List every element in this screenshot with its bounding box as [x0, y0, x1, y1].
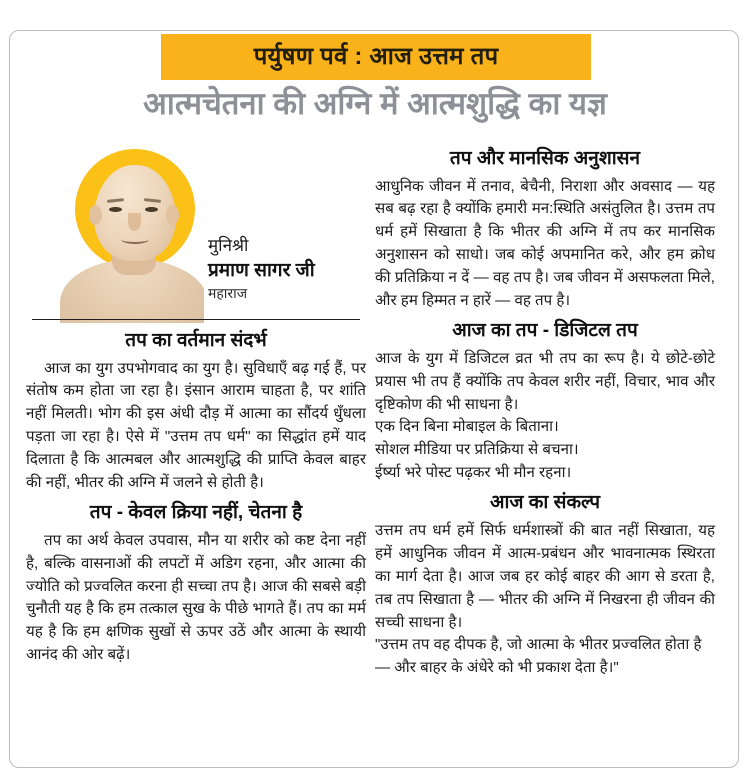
- portrait-ear-right: [166, 205, 179, 225]
- monk-portrait-illustration: [58, 155, 204, 323]
- section-heading: आज का संकल्प: [490, 492, 600, 514]
- section-heading: तप - केवल क्रिया नहीं, चेतना है: [89, 502, 303, 524]
- divider: [32, 319, 360, 320]
- section-body: उत्तम तप धर्म हमें सिर्फ धर्मशास्त्रों की बात नहीं सिखाता, यह हमें आधुनिक जीवन में आत्म-प्रबंधन और भावनात्मक स्थिरता का मार्ग देता है। आज जब हर कोई बाहर की आग से डरता है, तब तप सिखाता है — भीतर की अग्नि में निखरना ही जीवन की सच्ची साधना है।: [375, 521, 715, 631]
- list-item: एक दिन बिना मोबाइल के बिताना।: [375, 418, 559, 436]
- section-tap-ka-vartaman-sandarbh: [26, 327, 366, 495]
- section-tap-keval-kriya-nahi: [26, 499, 366, 667]
- section-body: तप का अर्थ केवल उपवास, मौन या शरीर को कष्ट देना नहीं है, बल्कि वासनाओं की लपटों में अडिग रहना, और आत्मा की ज्योति को प्रज्वलित करना ही सच्चा तप है। आज की सबसे बड़ी चुनौती यह है कि हम तत्काल सुख के पीछे भागते हैं। तप का मर्म यह है कि हम क्षणिक सुखों से ऊपर उठें और आत्मा के स्थायी आनंद की ओर बढ़ें।: [26, 531, 366, 664]
- list-item: सोशल मीडिया पर प्रतिक्रिया से बचना।: [375, 441, 579, 459]
- article-card: [9, 30, 739, 768]
- portrait-eye-right: [145, 207, 158, 212]
- section-heading: आज का तप - डिजिटल तप: [452, 320, 638, 342]
- author-name: प्रमाण सागर जी: [208, 259, 315, 281]
- section-aaj-ka-tap-digital-tap: [375, 317, 715, 485]
- author-photo: [32, 141, 204, 323]
- article-columns: [10, 141, 739, 768]
- section-body: आधुनिक जीवन में तनाव, बेचैनी, निराशा और अवसाद — यह सब बढ़ रहा है क्योंकि हमारी मन:स्थिति असंतुलित है। उत्तम तप धर्म हमें सिखाता है कि भीतर की अग्नि में तप कर मानसिक अनुशासन को साधो। जब कोई अपमानित करे, और हम क्रोध की प्रतिक्रिया न दें — वह तप है। जब जीवन में असफलता मिले, और हम हिम्मत न हारें — वह तप है।: [375, 177, 715, 310]
- portrait-ear-left: [89, 205, 102, 225]
- digital-tap-list: [375, 416, 715, 485]
- section-body: आज के युग में डिजिटल व्रत भी तप का रूप है। ये छोटे-छोटे प्रयास भी तप हैं क्योंकि तप केवल शरीर नहीं, विचार, भाव और दृष्टिकोण की भी साधना है।: [375, 349, 715, 413]
- portrait-nose: [128, 213, 141, 231]
- section-tap-aur-mansik-anushasan: [375, 145, 715, 313]
- banner-title: पर्युषण पर्व : आज उत्तम तप: [253, 43, 499, 70]
- author-suffix: महाराज: [208, 284, 248, 301]
- banner: [161, 34, 591, 80]
- list-item: ईर्ष्या भरे पोस्ट पढ़कर भी मौन रहना।: [375, 464, 572, 482]
- right-column: [375, 141, 715, 682]
- portrait-eye-left: [109, 207, 122, 212]
- author-prefix: मुनिश्री: [208, 236, 249, 255]
- page-title: आत्मचेतना की अग्नि में आत्मशुद्धि का यज्ञ: [143, 86, 607, 121]
- author-block: [26, 141, 366, 323]
- author-caption: [208, 235, 364, 302]
- section-heading: तप और मानसिक अनुशासन: [449, 148, 641, 169]
- section-aaj-ka-sankalp: [375, 489, 715, 680]
- portrait-mouth: [121, 235, 149, 244]
- banner-row: [10, 34, 739, 82]
- pull-quote: "उत्तम तप वह दीपक है, जो आत्मा के भीतर प्रज्वलित होता है — और बाहर के अंधेरे को भी प्रकाश देता है।": [375, 636, 702, 677]
- section-heading: तप का वर्तमान संदर्भ: [125, 330, 267, 351]
- section-body: आज का युग उपभोगवाद का युग है। सुविधाएँ बढ़ गई हैं, पर संतोष कम होता जा रहा है। इंसान आराम चाहता है, पर शांति नहीं मिलती। भोग की इस अंधी दौड़ में आत्मा का सौंदर्य धुँधला पड़ता जा रहा है। ऐसे में "उत्तम तप धर्म" का सिद्धांत हमें याद दिलाता है कि आत्मबल और आत्मशुद्धि की प्राप्ति केवल बाहर की नहीं, भीतर की अग्नि में जलने से होती है।: [26, 359, 366, 492]
- left-column: [26, 141, 366, 669]
